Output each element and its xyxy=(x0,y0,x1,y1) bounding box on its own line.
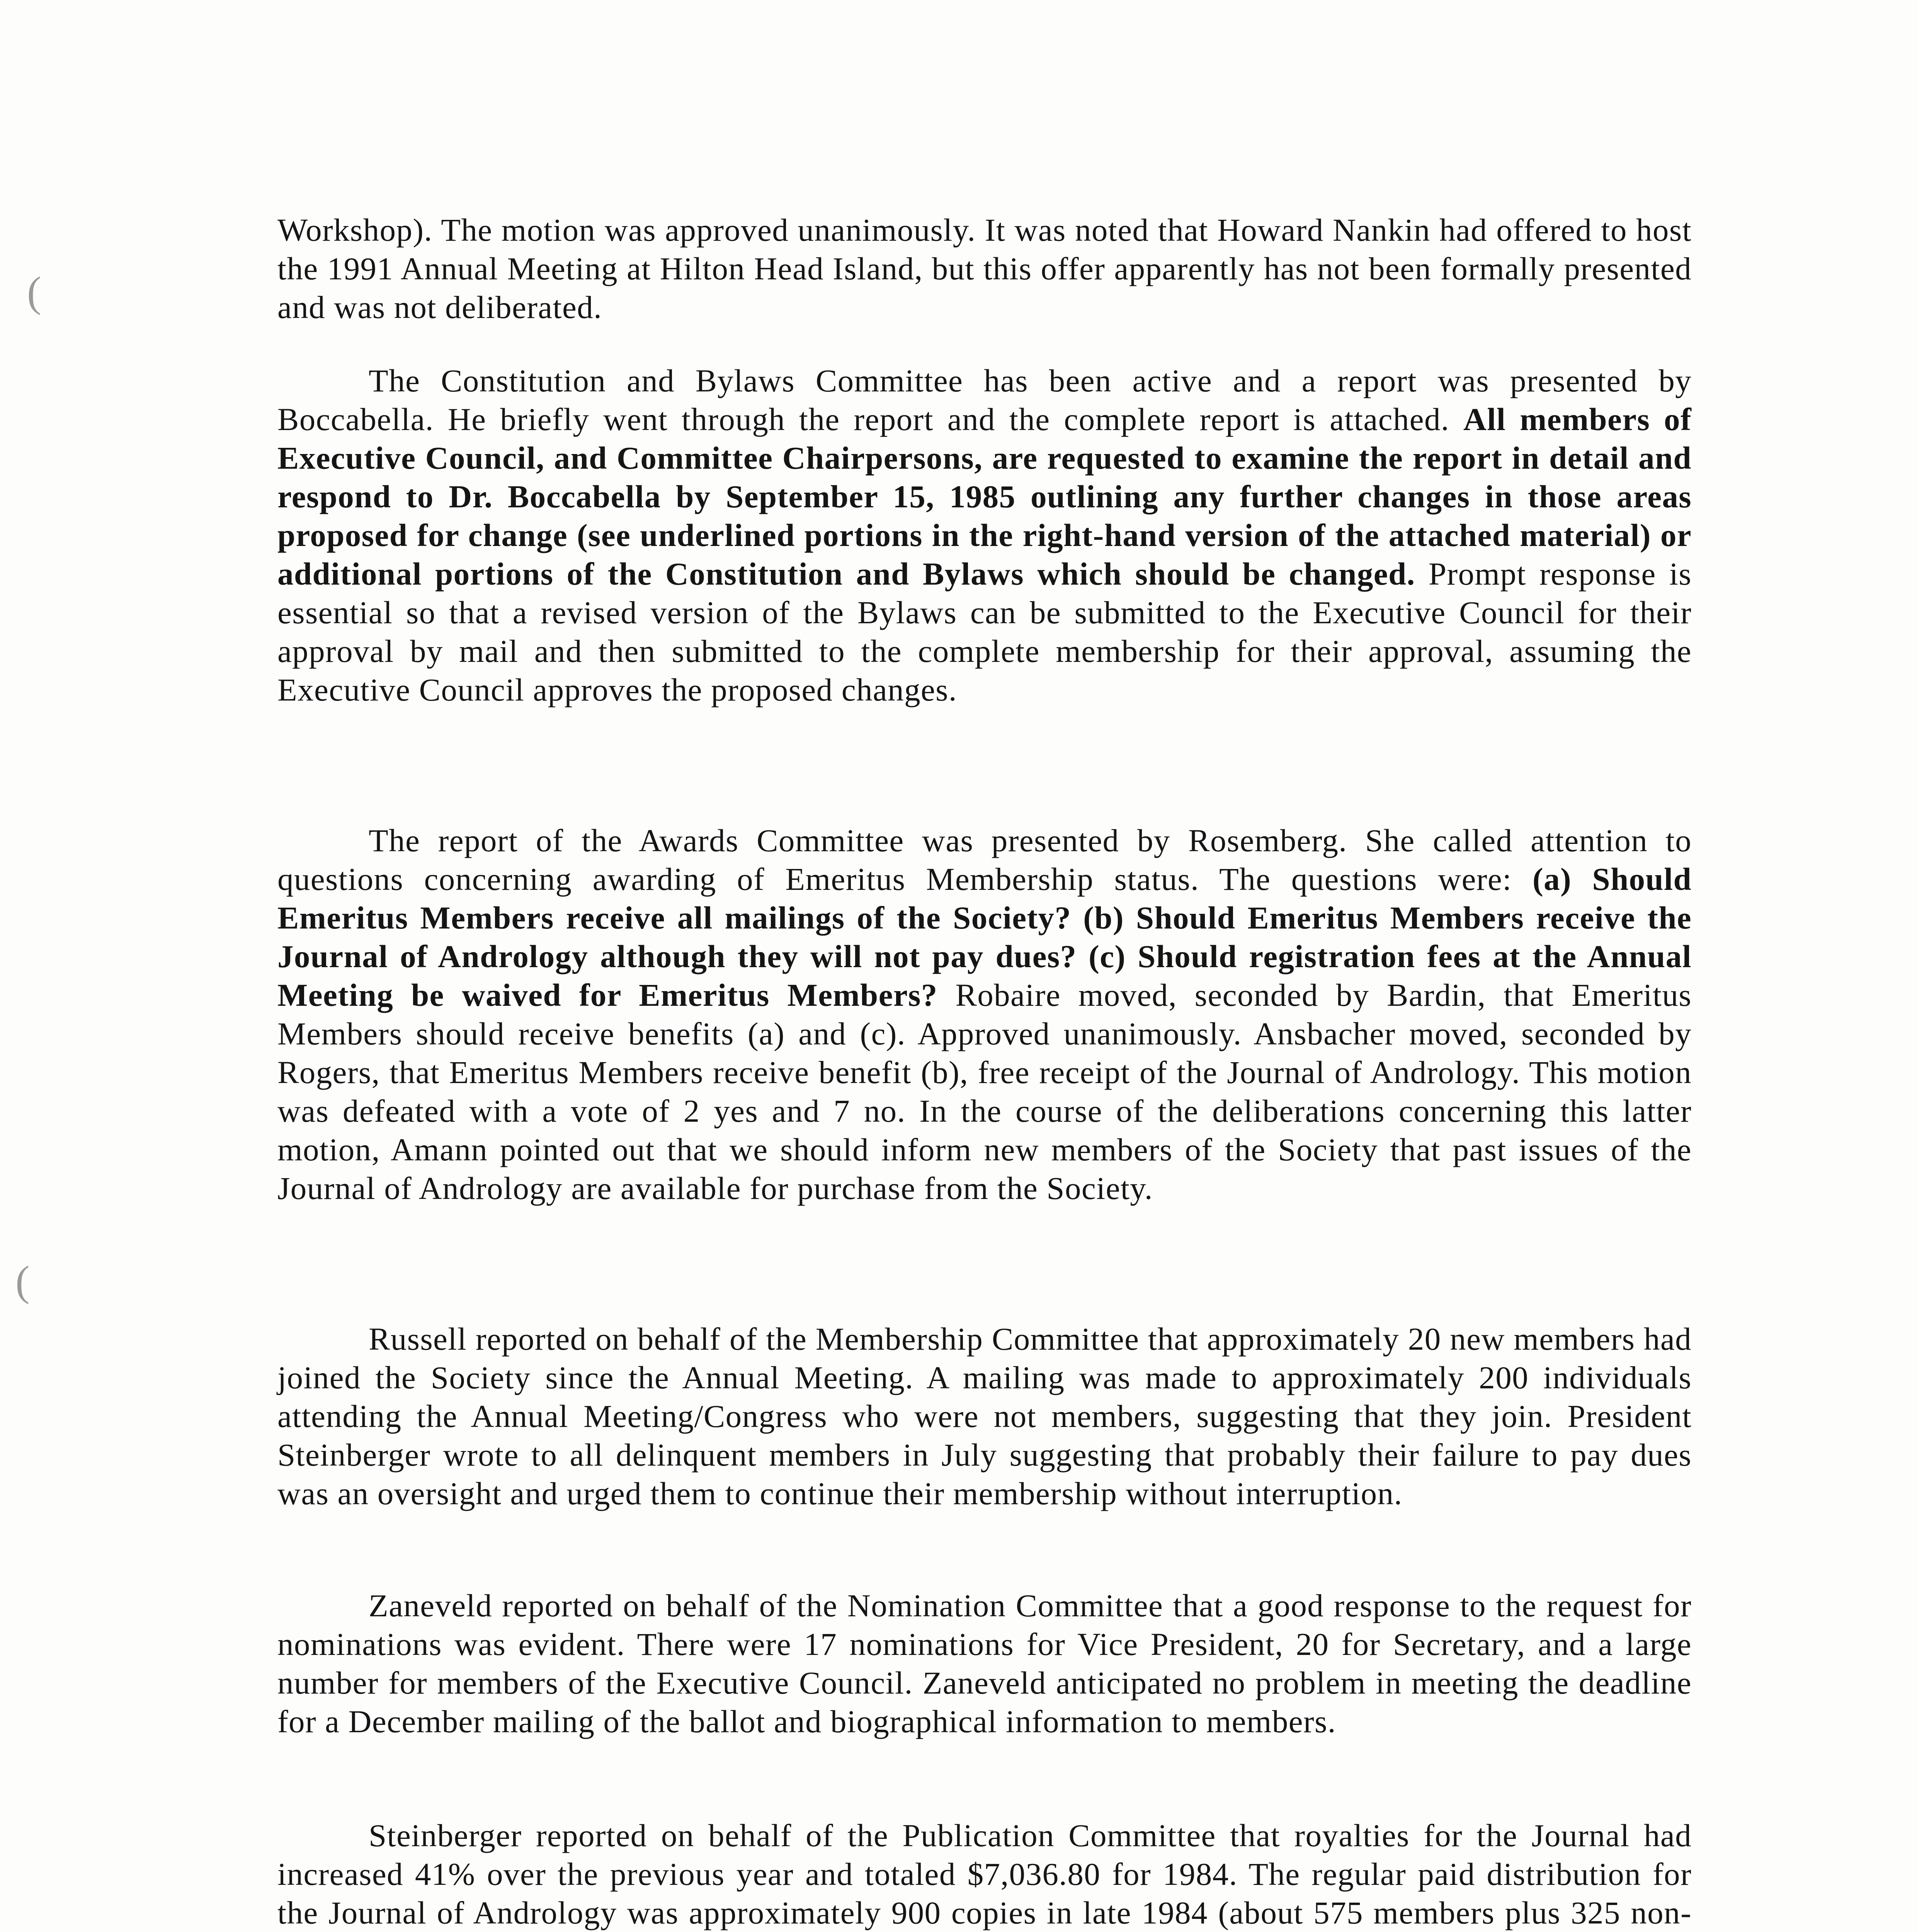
paragraph-6-text: Steinberger reported on behalf of the Publication Committee that royalties for the Journal had increased 41% over the previous year and totaled $7,036.80 for 1984. The regular paid distribution for the Journal of Andrology was approximately 900 copies in late 1984 (about 575 members plus 325 non- xyxy=(277,1818,1692,1930)
paragraph-3-text-a: The report of the Awards Committee was presented by Rosemberg. She called attention to questions concerning awarding of Emeritus Membership status. The questions were: xyxy=(277,823,1692,897)
paragraph-3-text-b: Robaire moved, seconded by Bardin, that Emeritus Members should receive benefits (a) and (c). Approved unanimously. Ansbacher moved, seconded by Rogers, that Emeritus Members receive benefit (b), free receipt of the Journal of Andrology. This motion was defeated with a vote of 2 yes and 7 no. In the course of the deliberations concerning this latter motion, Amann pointed out that we should inform new members of the Society that past issues of the Journal of Andrology are available for purchase from the Society. xyxy=(277,977,1692,1206)
paragraph-constitution-bylaws xyxy=(277,361,1692,709)
paragraph-2-text-b: Prompt response is essential so that a revised version of the Bylaws can be submitted to the Executive Council for their approval by mail and then submitted to the complete membership for their approval, assuming the Executive Council approves the proposed changes. xyxy=(277,556,1692,707)
paragraph-awards-committee xyxy=(277,821,1692,1208)
margin-mark-1: ( xyxy=(27,268,41,315)
paragraph-membership-committee xyxy=(277,1320,1692,1513)
paragraph-1-text: Workshop). The motion was approved unanimously. It was noted that Howard Nankin had offered to host the 1991 Annual Meeting at Hilton Head Island, but this offer apparently has not been formally presented and was not deliberated. xyxy=(277,212,1692,325)
paragraph-nomination-committee xyxy=(277,1586,1692,1741)
paragraph-publication-committee xyxy=(277,1816,1692,1932)
paragraph-2-text-a: The Constitution and Bylaws Committee has been active and a report was presented by Boccabella. He briefly went through the report and the complete report is attached. xyxy=(277,363,1692,437)
paragraph-2-bold-request: All members of Executive Council, and Committee Chairpersons, are requested to examine the report in detail and respond to Dr. Boccabella by September 15, 1985 outlining any further changes in those areas proposed for change (see underlined portions in the right-hand version of the attached material) or additional portions of the Constitution and Bylaws which should be changed. xyxy=(277,401,1692,592)
paragraph-5-text: Zaneveld reported on behalf of the Nomination Committee that a good response to the request for nominations was evident. There were 17 nominations for Vice President, 20 for Secretary, and a large number for members of the Executive Council. Zaneveld anticipated no problem in meeting the deadline for a December mailing of the ballot and biographical information to members. xyxy=(277,1588,1692,1739)
margin-mark-2: ( xyxy=(15,1257,30,1304)
paragraph-3-bold-questions: (a) Should Emeritus Members receive all mailings of the Society? (b) Should Emeritus Members receive the Journal of Andrology although they will not pay dues? (c) Should registration fees at the Annual Meeting be waived for Emeritus Members? xyxy=(277,861,1692,1013)
paragraph-4-text: Russell reported on behalf of the Membership Committee that approximately 20 new members had joined the Society since the Annual Meeting. A mailing was made to approximately 200 individuals attending the Annual Meeting/Congress who were not members, suggesting that they join. President Steinberger wrote to all delinquent members in July suggesting that probably their failure to pay dues was an oversight and urged them to continue their membership without interruption. xyxy=(277,1321,1692,1511)
paragraph-workshop-motion xyxy=(277,211,1692,327)
